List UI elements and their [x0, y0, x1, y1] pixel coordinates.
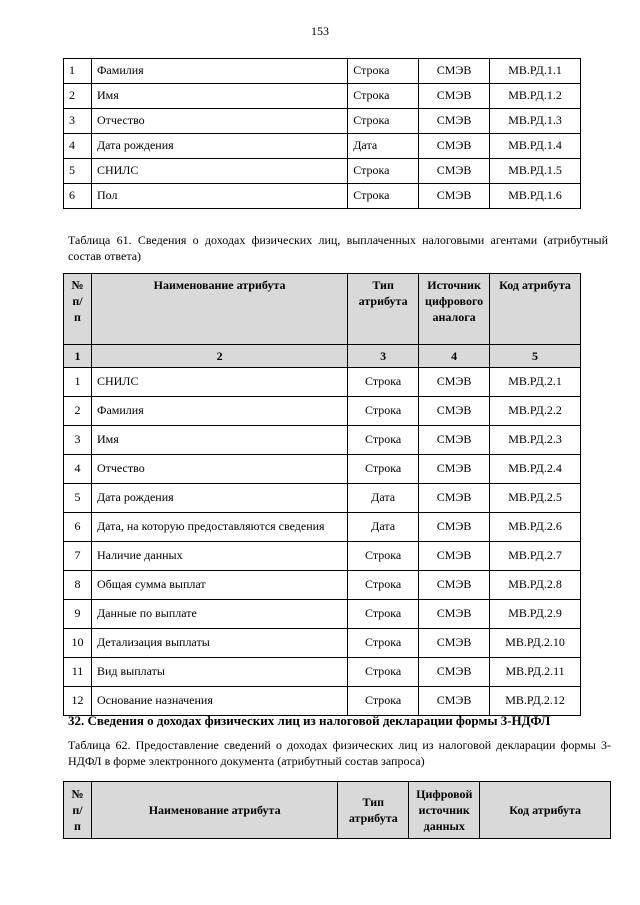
table-row	[64, 109, 581, 134]
table-cell: Отчество	[91, 455, 347, 484]
table-cell: МВ.РД.2.3	[490, 426, 581, 455]
table-62	[63, 781, 611, 839]
table-cell: СМЭВ	[419, 542, 490, 571]
table-cell: Строка	[348, 426, 419, 455]
table-cell: 9	[64, 600, 92, 629]
column-number: 3	[348, 345, 419, 368]
table-cell: МВ.РД.2.8	[490, 571, 581, 600]
table-cell: СМЭВ	[419, 426, 490, 455]
table-cell: СМЭВ	[419, 397, 490, 426]
table-cell: Общая сумма выплат	[91, 571, 347, 600]
table-cell: Фамилия	[91, 397, 347, 426]
table-cell: Имя	[91, 84, 347, 109]
column-number: 5	[490, 345, 581, 368]
table-cell: 1	[64, 59, 92, 84]
table-cell: МВ.РД.2.11	[490, 658, 581, 687]
table-cell: Отчество	[91, 109, 347, 134]
table-row	[64, 426, 581, 455]
table-row	[64, 629, 581, 658]
table-cell: Фамилия	[91, 59, 347, 84]
table-cell: 3	[64, 109, 92, 134]
table-62-caption: Таблица 62. Предоставление сведений о доходах физических лиц из налоговой декларации формы 3-НДФЛ в форме электронного документа (атрибутный состав запроса)	[68, 738, 611, 768]
table-cell: Пол	[91, 184, 347, 209]
table-cell: 4	[64, 455, 92, 484]
table-row	[64, 397, 581, 426]
table-cell: Дата рождения	[91, 134, 347, 159]
table-cell: МВ.РД.1.5	[490, 159, 581, 184]
table-cell: 10	[64, 629, 92, 658]
table-cell: Наличие данных	[91, 542, 347, 571]
table-62-header-row	[64, 782, 611, 839]
page-number: 153	[311, 24, 329, 38]
table-cell: МВ.РД.1.6	[490, 184, 581, 209]
table-row	[64, 687, 581, 716]
table-cell: Дата	[348, 484, 419, 513]
table-cell: 1	[64, 368, 92, 397]
table-cell: СНИЛС	[91, 368, 347, 397]
header-cell: Тип атрибута	[348, 274, 419, 345]
table-61-number-row	[64, 345, 581, 368]
table-row	[64, 184, 581, 209]
table-cell: Строка	[348, 84, 419, 109]
header-cell: № п/п	[64, 274, 92, 345]
table-cell: МВ.РД.2.5	[490, 484, 581, 513]
table-cell: 12	[64, 687, 92, 716]
header-cell: Тип атрибута	[338, 782, 409, 839]
table-cell: МВ.РД.2.1	[490, 368, 581, 397]
table-cell: МВ.РД.2.4	[490, 455, 581, 484]
table-cell: Дата	[348, 134, 419, 159]
table-cell: 11	[64, 658, 92, 687]
table-cell: МВ.РД.2.6	[490, 513, 581, 542]
table-row	[64, 59, 581, 84]
table-61	[63, 273, 581, 716]
table-cell: Дата рождения	[91, 484, 347, 513]
table-cell: 7	[64, 542, 92, 571]
table-row	[64, 542, 581, 571]
table-cell: МВ.РД.1.2	[490, 84, 581, 109]
header-cell: Код атрибута	[490, 274, 581, 345]
table-cell: СМЭВ	[419, 134, 490, 159]
table-cell: Строка	[348, 159, 419, 184]
table-cell: СМЭВ	[419, 513, 490, 542]
header-cell: № п/п	[64, 782, 92, 839]
table-cell: Детализация выплаты	[91, 629, 347, 658]
table-cell: СНИЛС	[91, 159, 347, 184]
column-number: 4	[419, 345, 490, 368]
table-cell: СМЭВ	[419, 84, 490, 109]
table-cell: Строка	[348, 397, 419, 426]
table-cell: 2	[64, 84, 92, 109]
table-cell: 8	[64, 571, 92, 600]
table-row	[64, 513, 581, 542]
table-row	[64, 571, 581, 600]
header-cell: Наименование атрибута	[91, 782, 337, 839]
table-cell: Дата, на которую предоставляются сведения	[91, 513, 347, 542]
table-cell: Имя	[91, 426, 347, 455]
table-row	[64, 84, 581, 109]
table-cell: СМЭВ	[419, 59, 490, 84]
table-cell: Строка	[348, 542, 419, 571]
table-cell: МВ.РД.2.7	[490, 542, 581, 571]
header-cell: Код атрибута	[480, 782, 611, 839]
table-cell: СМЭВ	[419, 687, 490, 716]
table-cell: МВ.РД.2.12	[490, 687, 581, 716]
table-cell: СМЭВ	[419, 368, 490, 397]
table-cell: СМЭВ	[419, 455, 490, 484]
column-number: 1	[64, 345, 92, 368]
table-cell: МВ.РД.2.9	[490, 600, 581, 629]
table-row	[64, 484, 581, 513]
table-cell: МВ.РД.1.1	[490, 59, 581, 84]
table-cell: Строка	[348, 455, 419, 484]
table-cell: 2	[64, 397, 92, 426]
table-cell: МВ.РД.1.3	[490, 109, 581, 134]
table-row	[64, 600, 581, 629]
table-cell: МВ.РД.1.4	[490, 134, 581, 159]
table-row	[64, 368, 581, 397]
table-previous-continuation	[63, 58, 581, 209]
section-heading: 32. Сведения о доходах физических лиц из налоговой декларации формы 3-НДФЛ	[68, 713, 551, 728]
table-cell: Строка	[348, 658, 419, 687]
table-cell: 3	[64, 426, 92, 455]
table-cell: 6	[64, 513, 92, 542]
header-cell: Цифровой источник данных	[409, 782, 480, 839]
table-cell: СМЭВ	[419, 629, 490, 658]
table-cell: Строка	[348, 109, 419, 134]
table-cell: 6	[64, 184, 92, 209]
table-cell: МВ.РД.2.2	[490, 397, 581, 426]
table-cell: Строка	[348, 184, 419, 209]
table-61-caption: Таблица 61. Сведения о доходах физических лиц, выплаченных налоговыми агентами (атрибутный состав ответа)	[68, 233, 608, 263]
table-cell: СМЭВ	[419, 109, 490, 134]
table-row	[64, 455, 581, 484]
table-cell: Данные по выплате	[91, 600, 347, 629]
column-number: 2	[91, 345, 347, 368]
table-cell: 4	[64, 134, 92, 159]
table-cell: Вид выплаты	[91, 658, 347, 687]
table-cell: МВ.РД.2.10	[490, 629, 581, 658]
table-cell: Строка	[348, 600, 419, 629]
table-cell: СМЭВ	[419, 571, 490, 600]
header-cell: Наименование атрибута	[91, 274, 347, 345]
table-cell: Строка	[348, 687, 419, 716]
table-cell: СМЭВ	[419, 658, 490, 687]
header-cell: Источник цифрового аналога	[419, 274, 490, 345]
table-row	[64, 134, 581, 159]
table-61-header-row	[64, 274, 581, 345]
table-cell: Строка	[348, 571, 419, 600]
table-cell: СМЭВ	[419, 600, 490, 629]
table-cell: Основание назначения	[91, 687, 347, 716]
table-cell: 5	[64, 159, 92, 184]
table-cell: 5	[64, 484, 92, 513]
table-cell: Строка	[348, 629, 419, 658]
table-row	[64, 658, 581, 687]
table-cell: Строка	[348, 368, 419, 397]
table-cell: СМЭВ	[419, 184, 490, 209]
table-cell: Дата	[348, 513, 419, 542]
table-cell: СМЭВ	[419, 159, 490, 184]
table-cell: Строка	[348, 59, 419, 84]
table-row	[64, 159, 581, 184]
table-cell: СМЭВ	[419, 484, 490, 513]
